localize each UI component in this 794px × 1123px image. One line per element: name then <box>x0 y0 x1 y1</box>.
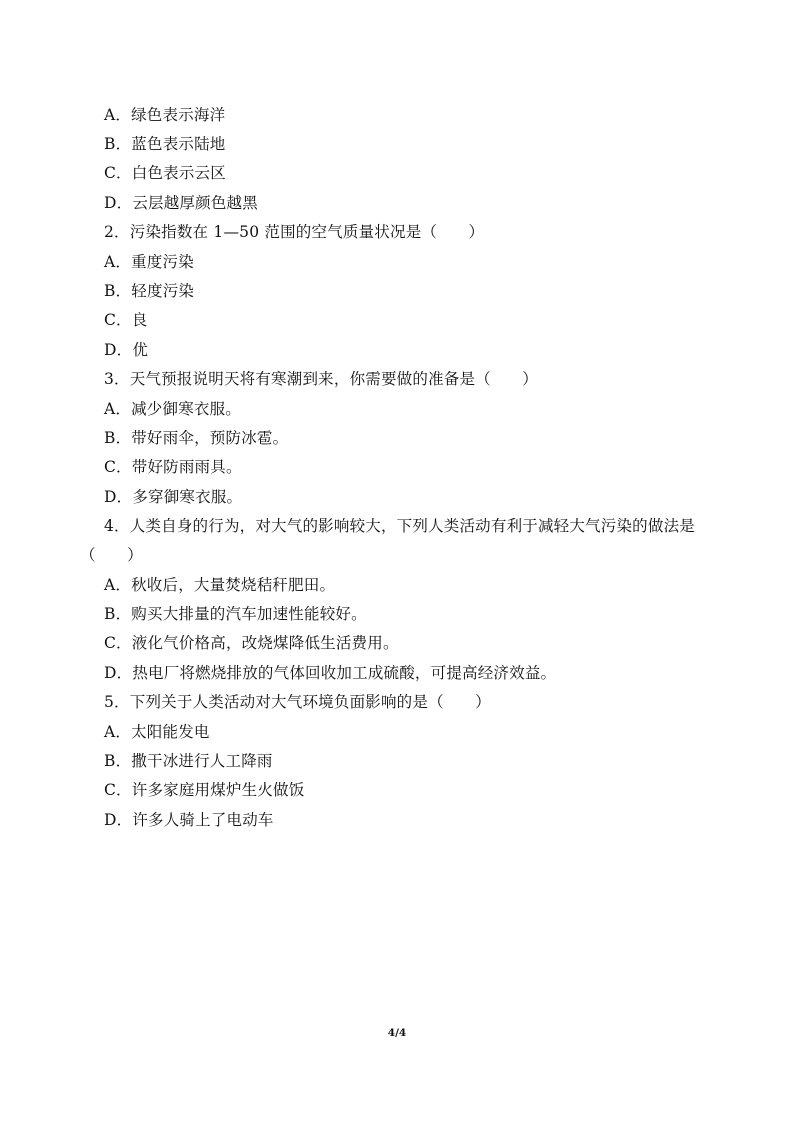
option-line: B．蓝色表示陆地 <box>104 135 226 153</box>
option-line: C．许多家庭用煤炉生火做饭 <box>104 781 305 799</box>
option-line: B．带好雨伞，预防冰雹。 <box>104 429 289 447</box>
question-line: 2．污染指数在 1—50 范围的空气质量状况是（ ） <box>104 223 485 241</box>
option-line: A．减少御寒衣服。 <box>104 400 241 418</box>
option-line: D．热电厂将燃烧排放的气体回收加工成硫酸，可提高经济效益。 <box>104 664 557 682</box>
option-line: C．液化气价格高，改烧煤降低生活费用。 <box>104 634 399 652</box>
option-line: A．秋收后，大量焚烧秸秆肥田。 <box>104 576 336 594</box>
option-line: D．多穿御寒衣服。 <box>104 488 243 506</box>
question-line: 4．人类自身的行为，对大气的影响较大，下列人类活动有利于减轻大气污染的做法是 <box>104 517 695 535</box>
option-line: D．优 <box>104 341 149 359</box>
question-line: 3．天气预报说明天将有寒潮到来，你需要做的准备是（ ） <box>104 370 538 388</box>
option-line: A．太阳能发电 <box>104 723 210 741</box>
question-line: 5．下列关于人类活动对大气环境负面影响的是（ ） <box>104 693 491 711</box>
option-line: B．购买大排量的汽车加速性能较好。 <box>104 605 367 623</box>
option-line: C．带好防雨雨具。 <box>104 458 242 476</box>
option-line: D．云层越厚颜色越黑 <box>104 194 258 212</box>
option-line: C．良 <box>104 311 148 329</box>
question-line-continuation: （ ） <box>80 546 143 564</box>
option-line: C．白色表示云区 <box>104 164 226 182</box>
option-line: A．绿色表示海洋 <box>104 106 226 124</box>
option-line: D．许多人骑上了电动车 <box>104 811 274 829</box>
option-line: B．轻度污染 <box>104 282 195 300</box>
option-line: B．撒干冰进行人工降雨 <box>104 752 273 770</box>
page-number: 4/4 <box>387 1027 407 1039</box>
option-line: A．重度污染 <box>104 253 194 271</box>
